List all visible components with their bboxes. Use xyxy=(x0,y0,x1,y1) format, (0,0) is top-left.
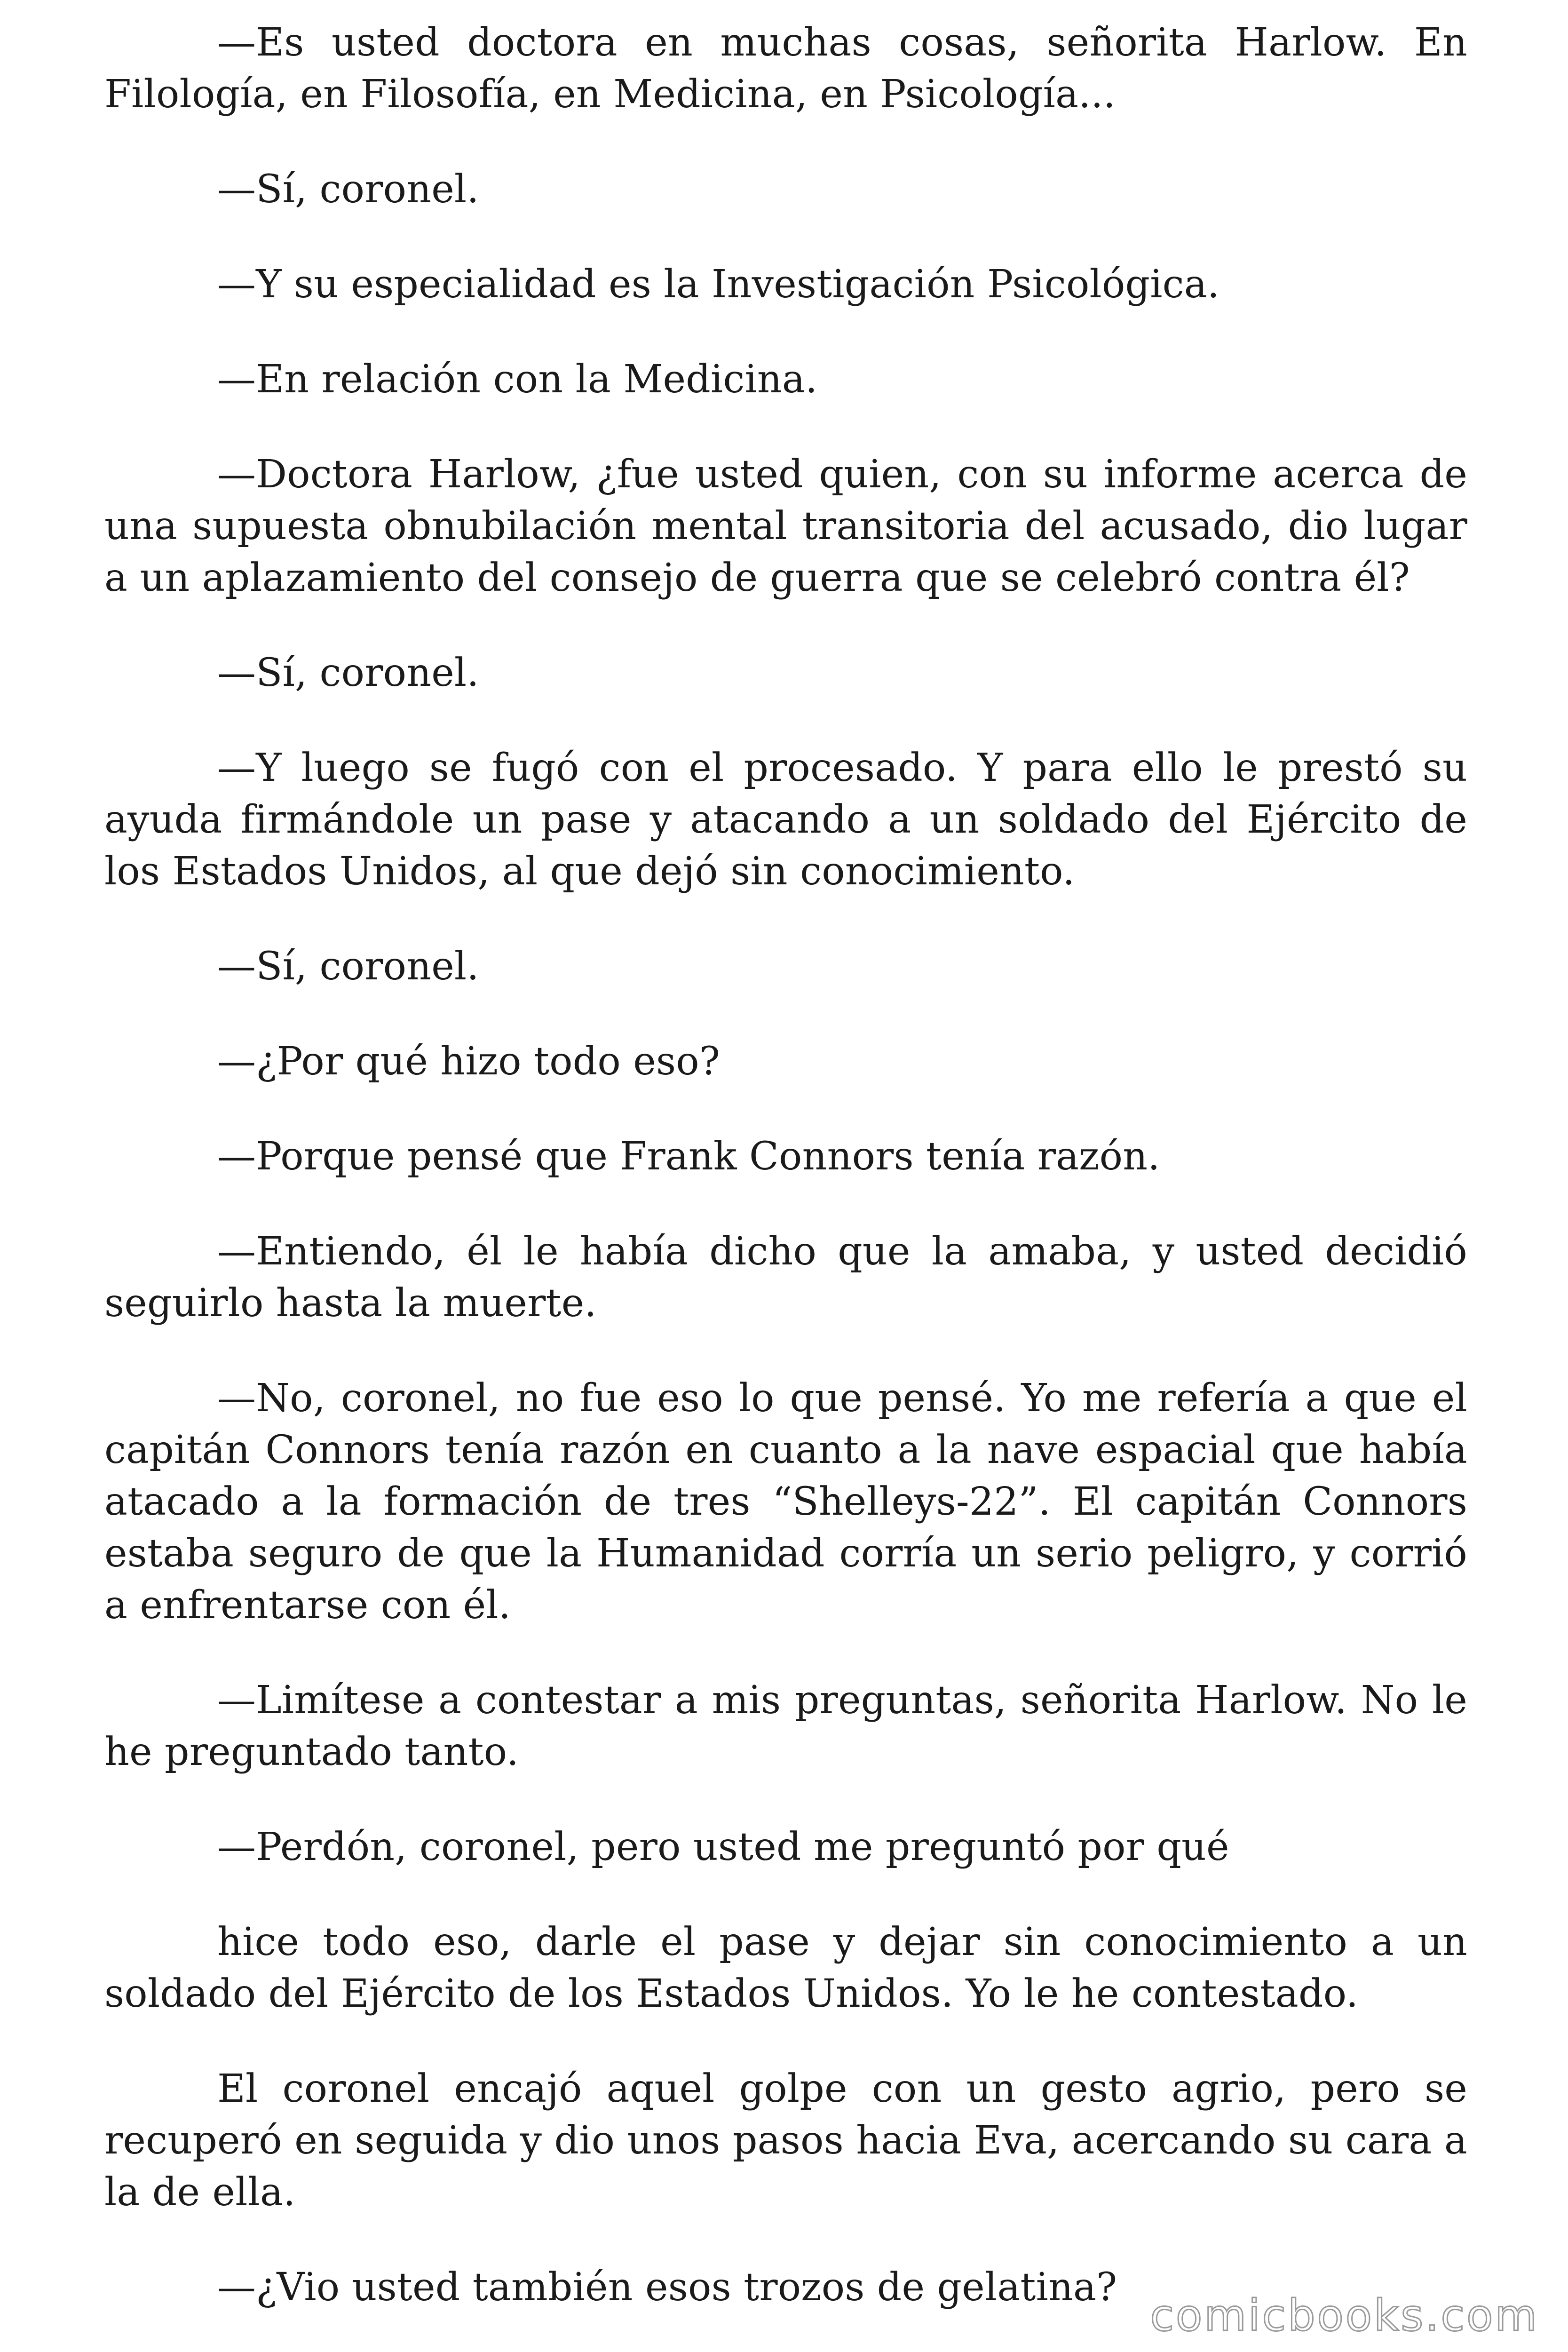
paragraph: —Sí, coronel. xyxy=(217,651,479,695)
paragraph: —Y luego se fugó con el procesado. Y para ello le prestó su ayuda firmándole un pase y atacando a un soldado del Ejército de los Estados Unidos, al que dejó sin conocimiento. xyxy=(104,746,1467,894)
paragraph: —Sí, coronel. xyxy=(217,167,479,212)
book-page-text xyxy=(104,17,1467,2313)
paragraph: —Perdón, coronel, pero usted me preguntó por qué xyxy=(217,1825,1229,1869)
paragraph: —No, coronel, no fue eso lo que pensé. Yo me refería a que el capitán Connors tenía razón en cuanto a la nave espacial que había atacado a la formación de tres “Shelleys-22”. El capitán Connors estaba seguro de que la Humanidad corría un serio peligro, y corrió a enfrentarse con él. xyxy=(104,1376,1467,1628)
paragraph: —En relación con la Medicina. xyxy=(217,357,818,402)
paragraph: —Porque pensé que Frank Connors tenía razón. xyxy=(217,1134,1160,1179)
paragraph: hice todo eso, darle el pase y dejar sin conocimiento a un soldado del Ejército de los Estados Unidos. Yo le he contestado. xyxy=(104,1920,1467,2016)
paragraph: —Entiendo, él le había dicho que la amaba, y usted decidió seguirlo hasta la muerte. xyxy=(104,1229,1467,1326)
paragraph: —Doctora Harlow, ¿fue usted quien, con su informe acerca de una supuesta obnubilación mental transitoria del acusado, dio lugar a un aplazamiento del consejo de guerra que se celebró contra él? xyxy=(104,452,1467,600)
paragraph: El coronel encajó aquel golpe con un gesto agrio, pero se recuperó en seguida y dio unos pasos hacia Eva, acercando su cara a la de ella. xyxy=(104,2066,1467,2215)
paragraph: —Limítese a contestar a mis preguntas, señorita Harlow. No le he preguntado tanto. xyxy=(104,1678,1467,1774)
paragraph: —¿Por qué hizo todo eso? xyxy=(217,1039,720,1084)
paragraph: —Es usted doctora en muchas cosas, señorita Harlow. En Filología, en Filosofía, en Medicina, en Psicología... xyxy=(104,20,1467,117)
paragraph: —¿Vio usted también esos trozos de gelatina? xyxy=(217,2265,1117,2310)
paragraph: —Sí, coronel. xyxy=(217,944,479,989)
paragraph: —Y su especialidad es la Investigación Psicológica. xyxy=(217,262,1220,307)
watermark-logo: comicbooks.com xyxy=(1150,2290,1539,2341)
